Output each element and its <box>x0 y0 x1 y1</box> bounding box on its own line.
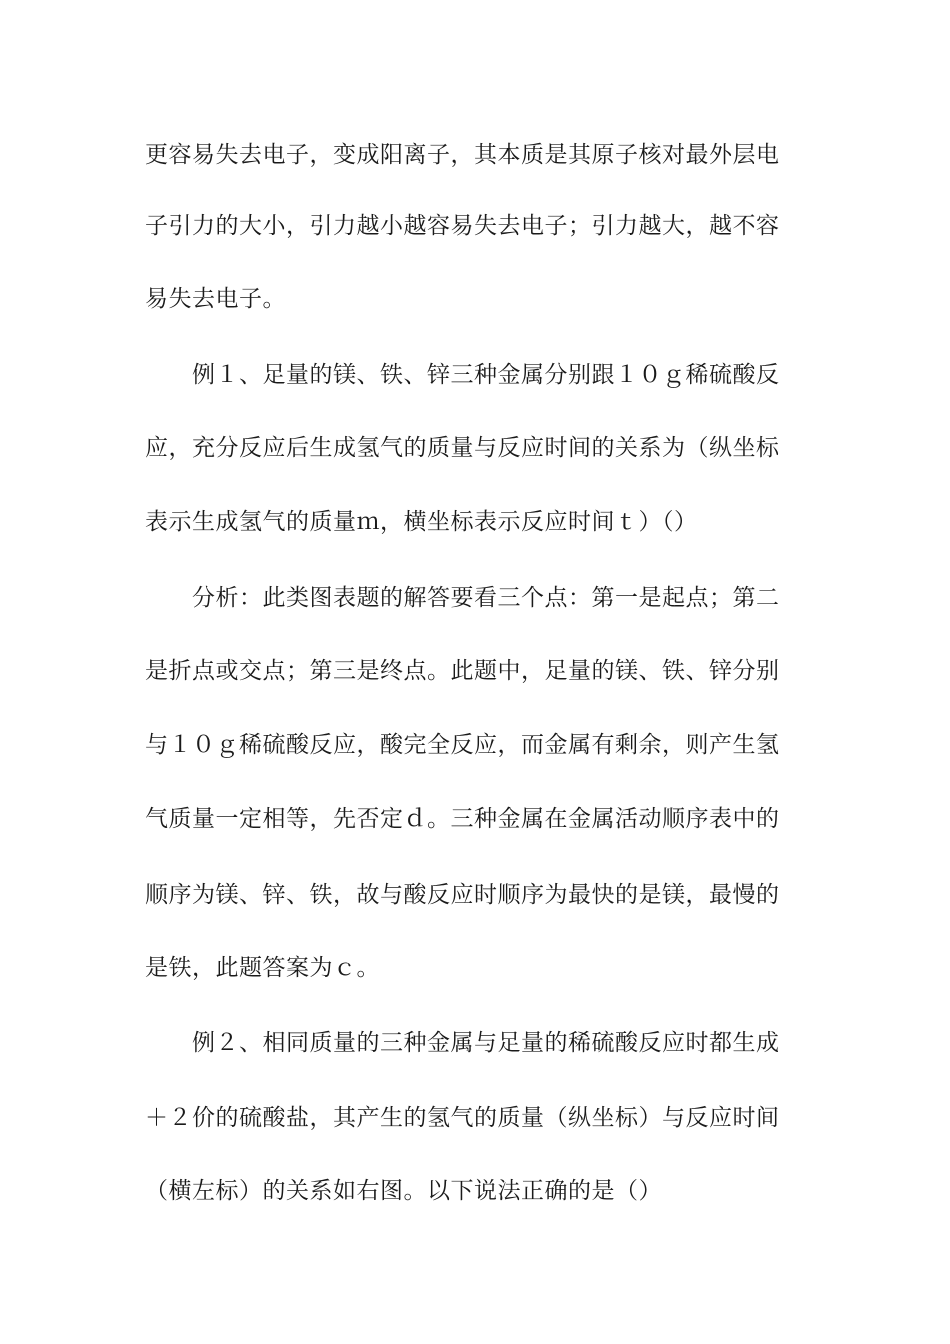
text-line: 与１０ｇ稀硫酸反应，酸完全反应，而金属有剩余，则产生氢 <box>145 732 780 758</box>
text-line: ＋２价的硫酸盐，其产生的氢气的质量（纵坐标）与反应时间 <box>145 1105 780 1131</box>
text-line: 子引力的大小，引力越小越容易失去电子；引力越大，越不容 <box>145 213 780 239</box>
example-1-heading-line: 例１、足量的镁、铁、锌三种金属分别跟１０ｇ稀硫酸反 <box>192 362 780 388</box>
text-line: 是铁，此题答案为ｃ。 <box>145 955 380 981</box>
analysis-heading-line: 分析：此类图表题的解答要看三个点：第一是起点；第二 <box>192 585 780 611</box>
text-line: 是折点或交点；第三是终点。此题中，足量的镁、铁、锌分别 <box>145 658 780 684</box>
text-line: 应，充分反应后生成氢气的质量与反应时间的关系为（纵坐标 <box>145 435 780 461</box>
text-line: 表示生成氢气的质量ｍ，横坐标表示反应时间ｔ）（） <box>145 509 698 535</box>
text-line: 顺序为镁、锌、铁，故与酸反应时顺序为最快的是镁，最慢的 <box>145 882 780 908</box>
example-2-heading-line: 例２、相同质量的三种金属与足量的稀硫酸反应时都生成 <box>192 1030 780 1056</box>
text-line: 更容易失去电子，变成阳离子，其本质是其原子核对最外层电 <box>145 142 780 168</box>
text-line: 气质量一定相等，先否定ｄ。三种金属在金属活动顺序表中的 <box>145 806 780 832</box>
text-line: （横左标）的关系如右图。以下说法正确的是（） <box>145 1178 662 1204</box>
text-line: 易失去电子。 <box>145 286 286 312</box>
